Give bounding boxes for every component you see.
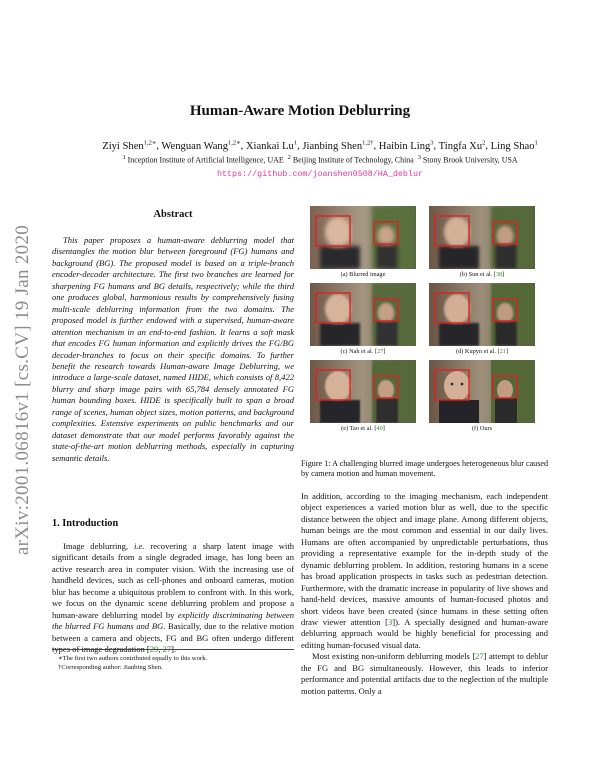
citation-link[interactable]: 40 — [376, 425, 383, 432]
introduction-body-continued — [301, 491, 548, 697]
figure-image — [310, 360, 416, 423]
citation-link[interactable]: 27 — [162, 644, 172, 655]
arxiv-stamp — [6, 205, 40, 575]
figure-image — [429, 283, 535, 346]
figure-panel — [429, 360, 535, 437]
affiliations: $^1$ Inception Institute of Artificial Intelligence, UAE $^2$ Beijing Institute of Technology, China $^3$ Stony Brook University, USA — [122, 154, 518, 165]
figure-caption: Figure 1: A challenging blurred image undergoes heterogeneous blur caused by camera motion and human movement. — [301, 459, 548, 479]
author: Xiankai Lu$^1$ — [245, 139, 298, 152]
paragraph: Most existing non-uniform deblurring models [27] attempt to deblur the FG and BG simultaneously. However, this leads to inferior performance and potential artifacts due to the neglection of the multiple motion patterns. Only a — [301, 651, 548, 696]
figure-panel-label: (a) Blurred image — [340, 271, 386, 278]
citation-link[interactable]: 21 — [499, 348, 506, 355]
abstract-body — [52, 235, 294, 464]
figure-panel-label: (e) Tao et al. [40] — [341, 425, 385, 432]
author: Tingfa Xu$^2$ — [438, 139, 486, 152]
author: Wenguan Wang$^{1,2∗}$ — [161, 139, 241, 152]
author: Haibin Ling$^3$ — [378, 139, 434, 152]
citation-link[interactable]: 38 — [495, 271, 503, 278]
figure-panel — [429, 283, 535, 360]
author: Ziyi Shen$^{1,2∗}$ — [102, 139, 157, 152]
paper-title: Human-Aware Motion Deblurring — [189, 103, 411, 119]
affiliation: Beijing Institute of Technology, China — [292, 155, 414, 165]
figure-panel — [310, 283, 416, 360]
figure-panel — [310, 206, 416, 283]
author-list: Ziyi Shen$^{1,2∗}$, Wenguan Wang$^{1,2∗}$, Xiankai Lu$^1$, Jianbing Shen$^{1,2\dagger}$, Haibin Ling$^3$, Tingfa Xu$^2$, Ling Shao$^1$ — [102, 139, 538, 152]
figure-panel — [429, 206, 535, 283]
figure-image — [429, 206, 535, 269]
figure-panel-label: (d) Kupyn et al. [21] — [456, 348, 508, 355]
figure-panel-label: (b) Sun et al. [38] — [459, 271, 505, 278]
section-heading-introduction: 1. Introduction — [52, 518, 119, 529]
citation-link[interactable]: 27 — [377, 348, 384, 355]
figure-image — [310, 206, 416, 269]
author: Ling Shao$^1$ — [490, 139, 538, 152]
footnote: †Corresponding author: Jianbing Shen. — [58, 664, 163, 671]
figure-panel-label: (c) Nah et al. [27] — [340, 348, 386, 355]
citation-link[interactable]: 3 — [387, 616, 393, 627]
affiliation: Inception Institute of Artificial Intelligence, UAE — [127, 155, 284, 165]
footnote: ∗The first two authors contributed equally to this work. — [58, 655, 208, 662]
figure-image — [310, 283, 416, 346]
figure-panel — [310, 360, 416, 437]
paragraph: In addition, according to the imaging mechanism, each independent object experiences a varied motion blur as well, due to the specific distance between the object and image plane. Among different objects, human beings are the most common and essential in our daily lives. Humans are often accompanied by unpredictable perturbations, thus providing a representative example for the in-depth study of the dynamic deblurring problem. In addition, restoring humans in a scene has broad application prospects in tasks such as pedestrian detection. Furthermore, with the dramatic increase in popularity of live shows and hand-held devices, massive amounts of human-focused photos and short videos have been created (since humans in these setting often draw viewer attention [3]). A specially designed and human-aware deblurring approach would be highly beneficial for processing and editing human-focused visual data. — [301, 491, 548, 650]
paragraph: Image deblurring, i.e. recovering a sharp latent image with significant details from a single degraded image, has long been an active research area in computer vision. With the increasing use of handheld devices, such as cell-phones and onboard cameras, motion blur has become a ubiquitous problem to confront with. In this work, we focus on the dynamic scene deblurring problem and propose a human-aware deblurring model by explicitly discriminating between the blurred FG humans and BG. Basically, due to the relative motion between a camera and objects, FG and BG often undergo different types of image degradation [29, 27]. — [52, 541, 294, 655]
author: Jianbing Shen$^{1,2\dagger}$ — [302, 139, 374, 152]
citation-link[interactable]: 27 — [475, 651, 484, 662]
footnotes — [52, 649, 294, 672]
abstract-heading: Abstract — [153, 209, 193, 220]
arxiv-stamp-text: arXiv:2001.06816v1 [cs.CV] 19 Jan 2020 — [12, 224, 33, 556]
figure-image — [429, 360, 535, 423]
figure-panel-label: (f) Ours — [471, 425, 493, 432]
abstract-text: This paper proposes a human-aware deblurring model that disentangles the motion blur between foreground (FG) humans and background (BG). The proposed model is based on a triple-branch encoder-decoder architecture. The first two branches are learned for sharpening FG humans and BG details, respectively; while the third one produces global, harmonious results by comprehensively fusing multi-scale deblurring information from the two domains. The proposed model is further endowed with a supervised, human-aware attention mechanism in an end-to-end fashion. It learns a soft mask that encodes FG human information and explicitly drives the FG/BG decoder-branches to focus on their specific domains. To further benefit the research towards Human-aware Image Deblurring, we introduce a large-scale dataset, named HIDE, which consists of 8,422 blurry and sharp image pairs with 65,784 densely annotated FG human bounding boxes. HIDE is specifically built to span a broad range of scenes, human object sizes, motion patterns, and background complexities. Extensive experiments on public benchmarks and our dataset demonstrate that our model performs favorably against the state-of-the-art motion deblurring methods, especially in capturing semantic details. — [52, 235, 294, 463]
affiliation: Stony Brook University, USA — [422, 155, 518, 165]
github-link[interactable]: https://github.com/joanshen0508/HA_deblur — [216, 169, 424, 179]
citation-link[interactable]: 29 — [149, 644, 159, 655]
introduction-body — [52, 541, 294, 656]
figure-1 — [310, 206, 535, 437]
